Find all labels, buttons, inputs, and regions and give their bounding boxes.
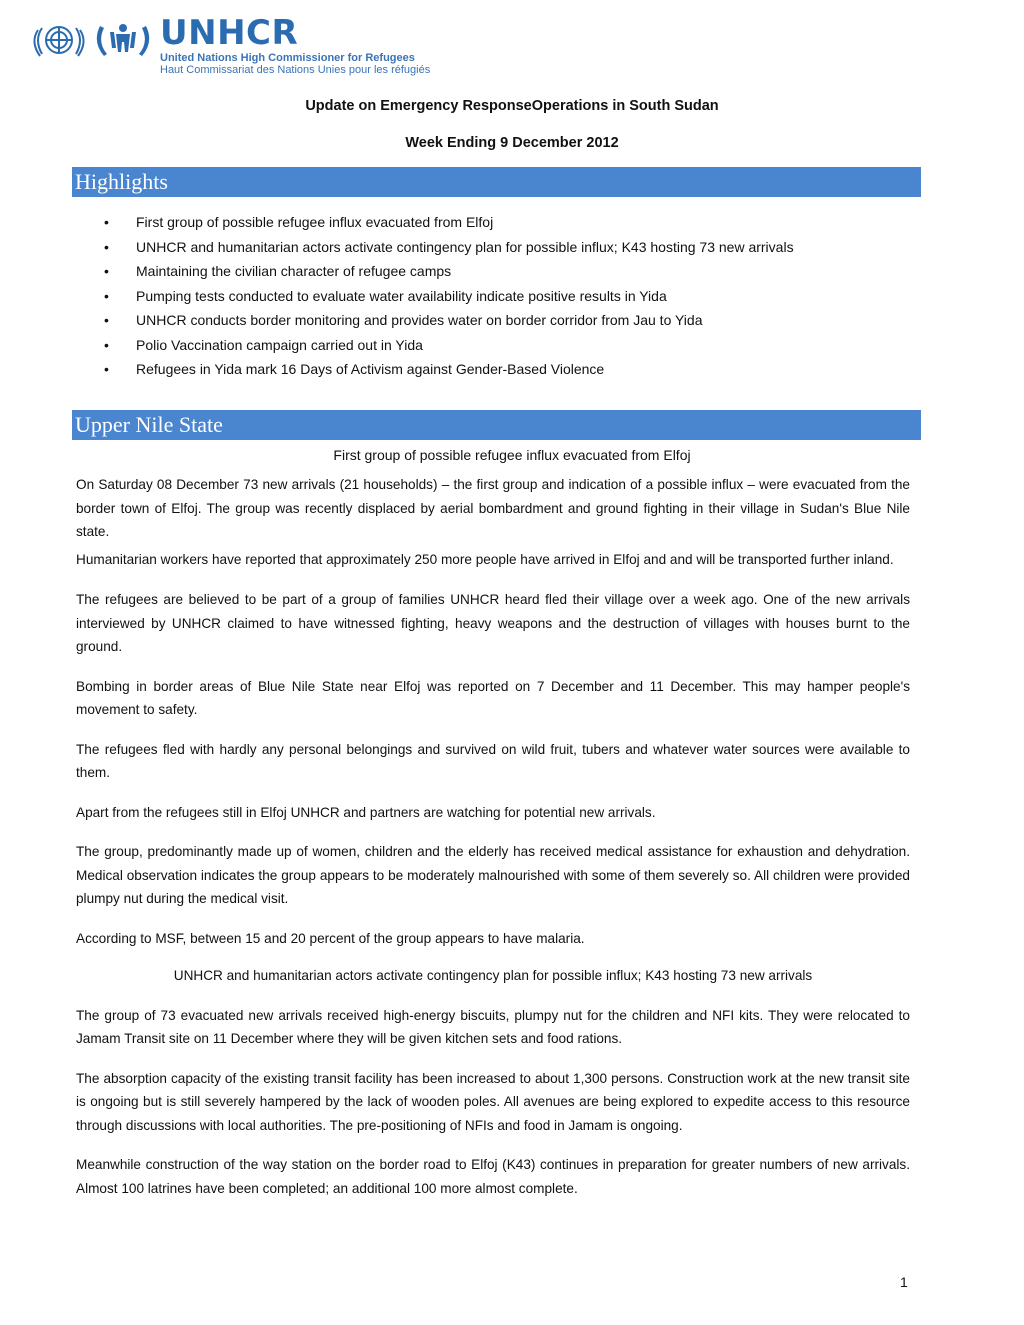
unhcr-emblem-icon [94,18,152,62]
paragraph: The refugees are believed to be part of a group of families UNHCR heard fled their village over a week ago. One of the new arrivals interviewed by UNHCR claimed to have witnessed fighting, heavy weapons and the destruction of villages with houses burnt to the ground. [76,592,910,654]
paragraph: Apart from the refugees still in Elfoj UNHCR and partners are watching for potential new arrivals. [76,804,656,820]
brand-full-name-fr: Haut Commissariat des Nations Unies pour les réfugiés [160,64,431,76]
list-item: • UNHCR conducts border monitoring and provides water on border corridor from Jau to Yida [104,312,703,328]
highlights-heading: Highlights [72,167,921,197]
page-number: 1 [900,1274,908,1290]
bullet-icon: • [104,238,109,255]
paragraph: The refugees fled with hardly any personal belongings and survived on wild fruit, tubers and whatever water sources were available to them. [76,741,910,780]
section-subheading: First group of possible refugee influx evacuated from Elfoj [333,447,691,463]
brand-full-name-en: United Nations High Commissioner for Refugees [160,52,415,64]
list-item: • Pumping tests conducted to evaluate water availability indicate positive results in Yida [104,287,667,304]
list-item: • Maintaining the civilian character of refugee camps [104,263,452,279]
paragraph: The group of 73 evacuated new arrivals received high-energy biscuits, plumpy nut for the children and NFI kits. They were relocated to Jamam Transit site on 11 December where they will be given kitchen sets and food rations. [76,1007,910,1046]
brand-block [160,14,430,76]
highlights-list [104,212,794,384]
paragraph: Meanwhile construction of the way station on the border road to Elfoj (K43) continues in preparation for greater numbers of new arrivals. Almost 100 latrines have been completed; an additional 100 more almost complete. [76,1157,910,1196]
paragraph: According to MSF, between 15 and 20 percent of the group appears to have malaria. [76,930,585,946]
document-subtitle: Week Ending 9 December 2012 [405,135,619,151]
paragraph: Bombing in border areas of Blue Nile State near Elfoj was reported on 7 December and 11 December. This may hamper people's movement to safety. [76,678,910,717]
bullet-icon: • [104,287,109,304]
list-item: • First group of possible refugee influx evacuated from Elfoj [104,214,494,230]
bullet-icon: • [104,312,109,328]
bullet-icon: • [104,361,109,377]
list-item: • Polio Vaccination campaign carried out in Yida [104,336,423,353]
list-item: • UNHCR and humanitarian actors activate contingency plan for possible influx; K43 hosting 73 new arrivals [104,238,794,255]
section-body [76,473,910,1216]
list-item: • Refugees in Yida mark 16 Days of Activism against Gender-Based Violence [104,361,605,377]
bullet-icon: • [104,263,109,279]
paragraph: On Saturday 08 December 73 new arrivals (21 households) – the first group and indication of a possible influx – were evacuated from the border town of Elfoj. The group was recently displaced by aerial bombardment and ground fighting in their village in Sudan's Blue Nile state. [76,477,910,539]
section-subheading: UNHCR and humanitarian actors activate contingency plan for possible influx; K43 hosting 73 new arrivals [173,968,813,983]
paragraph: Humanitarian workers have reported that approximately 250 more people have arrived in Elfoj and and will be transported further inland. [76,551,894,567]
un-emblem-icon [28,18,90,62]
bullet-icon: • [104,336,109,353]
brand-name: UNHCR [160,13,299,53]
document-title: Update on Emergency ResponseOperations in South Sudan [305,98,719,114]
upper-nile-heading: Upper Nile State [72,410,921,440]
paragraph: The absorption capacity of the existing transit facility has been increased to about 1,300 persons. Construction work at the new transit site is ongoing but is still severely hampered by the lack of wooden poles. All avenues are being explored to expedite access to this resource through discussions with local authorities. The pre-positioning of NFIs and food in Jamam is ongoing. [76,1070,910,1133]
bullet-icon: • [104,214,109,230]
paragraph: The group, predominantly made up of women, children and the elderly has received medical assistance for exhaustion and dehydration. Medical observation indicates the group appears to be moderately malnourished with some of them severely so. All children were provided plumpy nut during the medical visit. [76,844,910,906]
